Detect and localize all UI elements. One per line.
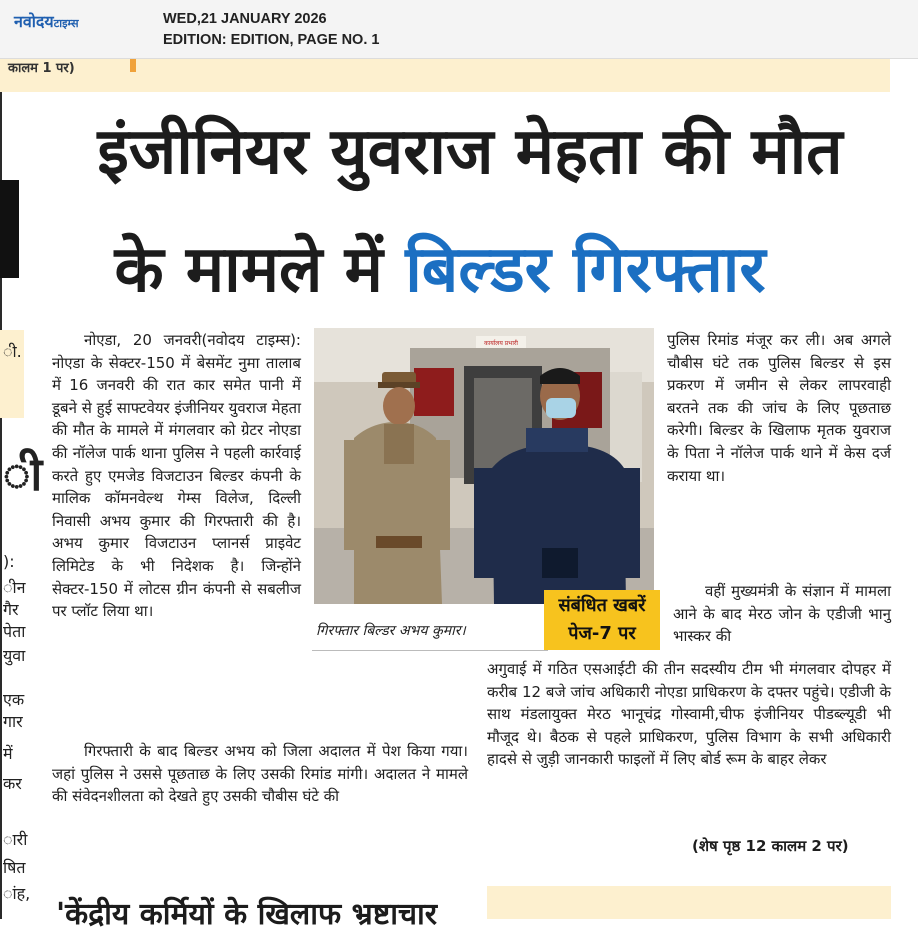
headline-line-1: इंजीनियर युवराज मेहता की मौत	[97, 115, 843, 189]
logo-main-text: नवोदय	[14, 12, 54, 31]
article-paragraph: नोएडा, 20 जनवरी(नवोदय टाइम्स): नोएडा के सेक्टर-150 में बेसमेंट नुमा तालाब में 16 जनवरी की रात कार समेत पानी में डूबने से हुई साफ्टवेयर इंजीनियर युवराज मेहता की मौत के मामले में मंगलवार को ग्रेटर नोएडा की नॉलेज पार्क थाना पुलिस ने पहली कार्रवाई करते हुए एमजेड विजटाउन बिल्डर कंपनी के मालिक कॉमनवेल्थ गेम्स विलेज, दिल्ली निवासी अभय कुमार की गिरफ्तारी की है। अभय कुमार विजटाउन प्लानर्स प्राइवेट लिमिटेड के भी निदेशक है। जिन्होंने सेक्टर-150 में लोटस ग्रीन कंपनी से सबलीज पर प्लॉट लिया था।	[52, 331, 301, 621]
left-fragment-5: गैर	[3, 600, 19, 619]
left-fragment-13: षित	[3, 858, 26, 877]
related-news-badge[interactable]	[544, 590, 660, 650]
newspaper-logo[interactable]	[14, 10, 79, 32]
left-fragment-4: ीन	[3, 578, 26, 597]
left-fragment-11: कर	[3, 774, 22, 793]
article-paragraph: पुलिस रिमांड मंजूर कर ली। अब अगले चौबीस घंटे तक पुलिस बिल्डर से इस प्रकरण में जमीन से लेकर लापरवाही बरतने तक की जांच के लिए पूछताछ करेगी। बिल्डर के खिलाफ मृतक युवराज के पिता ने नॉलेज पार्क थाने में केस दर्ज कराया था।	[667, 331, 891, 485]
left-fragment-2: ी	[3, 447, 43, 501]
left-fragment-3: ):	[3, 552, 15, 571]
left-fragment-14: ांह,	[3, 884, 31, 903]
top-strip-marker	[130, 58, 136, 72]
related-line-2: पेज-7 पर	[568, 623, 636, 644]
related-line-1: संबंधित खबरें	[558, 595, 646, 616]
left-fragment-12: ारी	[3, 830, 28, 849]
headline-line-2	[40, 228, 840, 312]
bottom-story-box	[487, 886, 891, 919]
news-photo	[314, 328, 654, 604]
logo-sub-text: टाइम्स	[53, 17, 79, 30]
top-strip-fragment: कालम 1 पर)	[8, 61, 75, 76]
left-fragment-1: ी.	[3, 342, 22, 361]
left-fragment-9: गार	[3, 712, 23, 731]
article-paragraph: गिरफ्तारी के बाद बिल्डर अभय को जिला अदालत में पेश किया गया। जहां पुलिस ने उससे पूछताछ के लिए उसकी रिमांड मांगी। अदालत ने मामले की संवेदनशीलता को देखते हुए उसकी चौबीस घंटे की	[52, 742, 468, 806]
headline-black-part: के मामले में	[114, 233, 383, 307]
headline-blue-part: बिल्डर गिरफ्तार	[405, 233, 766, 307]
left-fragment-7: युवा	[3, 646, 26, 665]
photo-caption: गिरफ्तार बिल्डर अभय कुमार।	[312, 612, 548, 651]
continued-on-page[interactable]: (शेष पृष्ठ 12 कालम 2 पर)	[692, 837, 849, 855]
left-headline-fragment	[0, 180, 19, 278]
article-paragraph: वहीं मुख्यमंत्री के संज्ञान में मामला आने के बाद मेरठ जोन के एडीजी भानु भास्कर की	[673, 582, 891, 646]
article-column-left-lower	[52, 740, 468, 808]
photo-sign-text: कार्यालय प्रभारी	[484, 340, 518, 347]
left-fragment-6: पेता	[3, 622, 26, 641]
edition-info	[163, 9, 379, 51]
top-bar	[0, 0, 918, 59]
article-column-right	[667, 329, 891, 487]
next-story-headline: 'केंद्रीय कर्मियों के खिलाफ भ्रष्टाचार	[56, 897, 438, 932]
left-fragment-8: एक	[3, 690, 25, 709]
article-paragraph: अगुवाई में गठित एसआईटी की तीन सदस्यीय टीम भी मंगलवार दोपहर में करीब 12 बजे जांच अधिकारी नोएडा प्राधिकरण के दफ्तर पहुंचे। एडीजी के साथ मंडलायुक्त मेरठ भानूचंद्र गोस्वामी,चीफ इंजीनियर पीडब्ल्यूडी भी मौजूद थे। बैठक से पहले प्राधिकरण, पुलिस विभाग के सभी अधिकारी हादसे से जुड़ी जानकारी फाइलों में लिए बोर्ड रूम के बाहर लेकर	[487, 660, 891, 769]
article-column-right-lower	[487, 658, 891, 771]
date-line: WED,21 JANUARY 2026	[163, 11, 327, 27]
edition-line: EDITION: EDITION, PAGE NO. 1	[163, 32, 380, 48]
article-column-left	[52, 329, 301, 623]
left-fragment-10: में	[3, 744, 13, 763]
article-column-right-continued	[673, 580, 891, 648]
